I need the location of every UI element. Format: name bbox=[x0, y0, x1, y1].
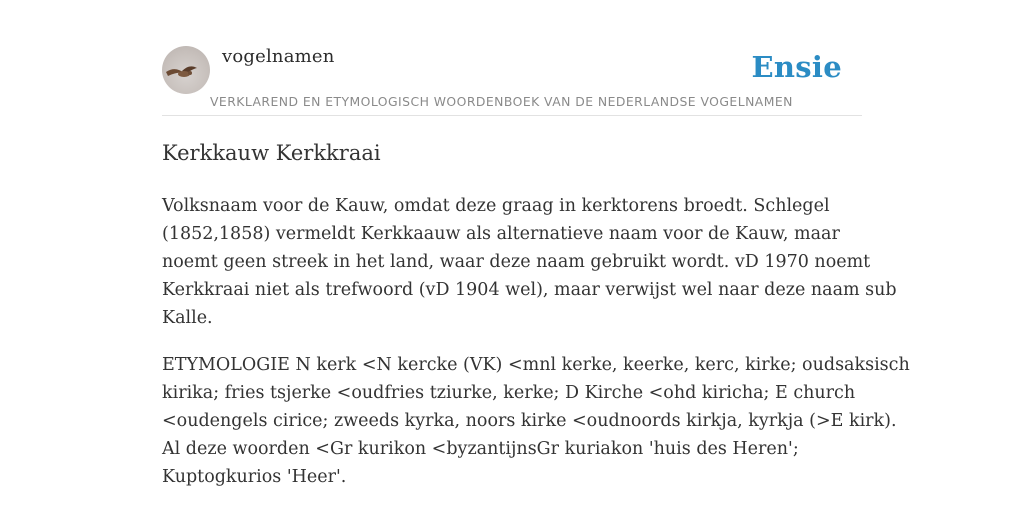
text-line: (1852,1858) vermeldt Kerkkaauw als alternatieve naam voor de Kauw, maar bbox=[162, 224, 840, 244]
brand-logo[interactable]: Ensie bbox=[751, 50, 842, 84]
text-line: Kalle. bbox=[162, 308, 213, 328]
text-line: Volksnaam voor de Kauw, omdat deze graag in kerktorens broedt. Schlegel bbox=[162, 196, 830, 216]
avatar[interactable] bbox=[162, 46, 210, 94]
text-line: Kerkkraai niet als trefwoord (vD 1904 wel), maar verwijst wel naar deze naam sub bbox=[162, 280, 897, 300]
text-line: kirika; fries tsjerke <oudfries tziurke, kerke; D Kirche <ohd kiricha; E church bbox=[162, 383, 856, 403]
site-subtitle: VERKLAREND EN ETYMOLOGISCH WOORDENBOEK VAN DE NEDERLANDSE VOGELNAMEN bbox=[210, 94, 793, 109]
entry-title: Kerkkauw Kerkkraai bbox=[162, 141, 381, 165]
text-line: noemt geen streek in het land, waar deze naam gebruikt wordt. vD 1970 noemt bbox=[162, 252, 871, 272]
text-line: Al deze woorden <Gr kurikon <byzantijnsGr kuriakon 'huis des Heren'; bbox=[162, 439, 799, 459]
bird-in-flight-icon bbox=[162, 46, 210, 94]
text-line: ETYMOLOGIE N kerk <N kercke (VK) <mnl kerke, keerke, kerc, kirke; oudsaksisch bbox=[162, 355, 910, 375]
header-divider bbox=[162, 115, 862, 116]
site-name[interactable]: vogelnamen bbox=[222, 46, 335, 67]
text-line: Kuptogkurios 'Heer'. bbox=[162, 467, 347, 487]
entry-paragraph-description bbox=[162, 192, 897, 332]
text-line: <oudengels cirice; zweeds kyrka, noors kirke <oudnoords kirkja, kyrkja (>E kirk). bbox=[162, 411, 897, 431]
entry-paragraph-etymology bbox=[162, 351, 910, 491]
